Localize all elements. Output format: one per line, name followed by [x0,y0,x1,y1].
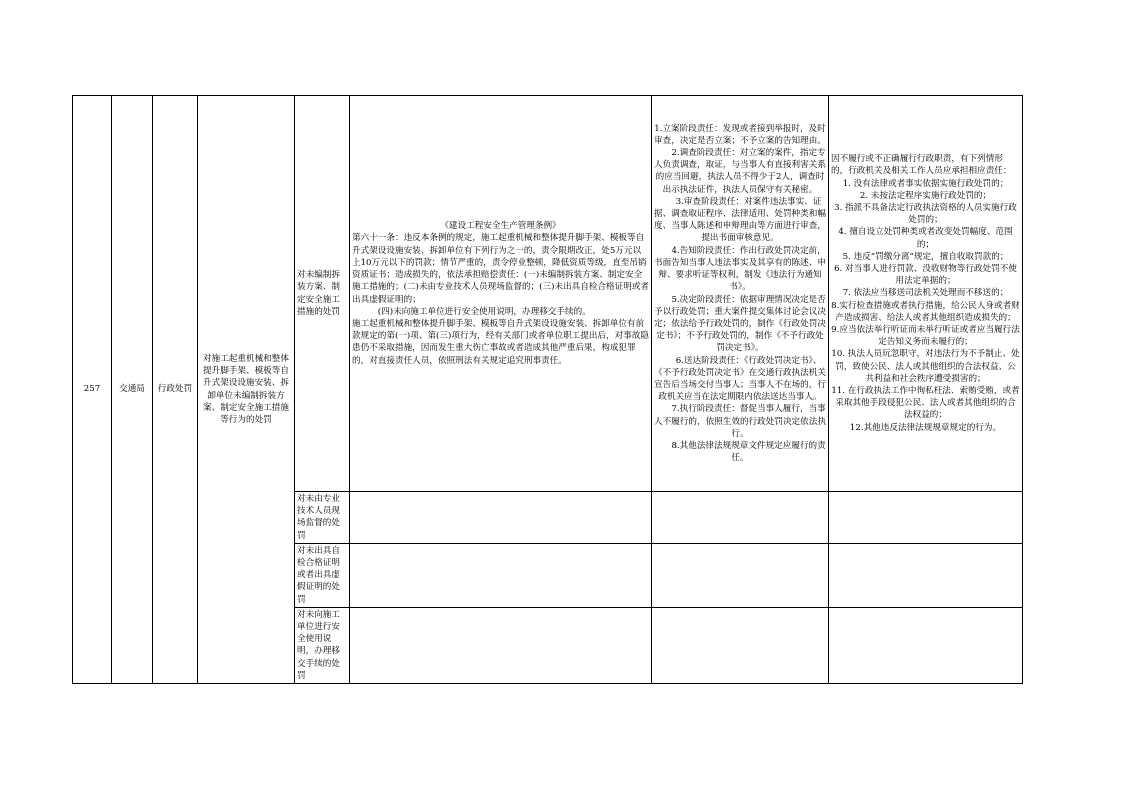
accountability-item: 7. 依法应当移送司法机关处理而不移送的； [842,288,1009,299]
basis-paragraph: (四)未向施工单位进行安全使用说明，办理移交手续的。 [377,306,591,317]
accountability-item: 3. 指派不具备法定行政执法资格的人员实施行政处罚的； [834,202,1017,226]
empty-cell [350,543,652,607]
empty-cell [829,607,1023,683]
accountability-list [829,96,1023,492]
empty-cell [350,607,652,683]
sub-item: 对未由专业技术人员现场监督的处罚 [295,492,350,544]
accountability-item: 1. 没有法律或者事实依据实施行政处罚的； [842,178,1009,189]
responsibility-step: 1.立案阶段责任：发现或者接到举报时，及时审查，决定是否立案；不予立案的告知理由。 [654,123,826,146]
responsibility-step: 8.其他法律法规规章文件规定应履行的责任。 [671,440,826,464]
sub-item: 对未向施工单位进行安全使用说明，办理移交手续的处罚 [295,607,350,683]
sub-item: 对未编制拆装方案、制定安全施工措施的处罚 [295,96,350,492]
accountability-item: 因不履行或不正确履行行政职责，有下列情形的，行政机关及相关工作人员应承担相应责任： [831,154,1012,177]
accountability-item: 11. 在行政执法工作中徇私枉法、索贿受贿，或者采取其他手段侵犯公民、法人或者其他组织的合法权益的； [831,386,1020,421]
item-name: 对施工起重机械和整体提升脚手架、模板等自升式架设设施安装、拆卸单位未编制拆装方案、制定安全施工措施等行为的处罚 [198,96,295,684]
legal-basis [350,96,652,492]
accountability-item: 10. 执法人员玩忽职守，对违法行为不予制止、处罚，致使公民、法人或其他组织的合法权益、公共利益和社会秩序遭受损害的； [831,349,1020,384]
basis-paragraph: 施工起重机械和整体提升脚手架、模板等自升式架设设施安装、拆卸单位有前款规定的第(一)项、第(三)项行为，经有关部门或者单位职工提出后，对事故隐患仍不采取措施，因而发生重大伤亡事故或者造成其他严重后果，构成犯罪的，对直接责任人员，依照刑法有关规定追究刑事责任。 [352,318,650,366]
power-type: 行政处罚 [153,96,198,684]
responsibility-step: 2.调查阶段责任：对立案的案件，指定专人负责调查，取证，与当事人有直接利害关系的应当回避，执法人员不得少于2人，调查时出示执法证件，执法人员保守有关秘密。 [654,148,826,195]
accountability-item: 6. 对当事人进行罚款、没收财物等行政处罚不使用法定单据的； [834,263,1017,287]
accountability-item: 8.实行检查措施或者执行措施，给公民人身或者财产造成损害、给法人或者其他组织造成损失的； [831,300,1020,323]
basis-title: 《建设工程安全生产管理条例》 [440,221,561,232]
empty-cell [829,492,1023,544]
row-number: 257 [73,96,112,684]
empty-cell [829,543,1023,607]
responsibility-step: 5.决定阶段责任：依据审理情况决定是否予以行政处罚；重大案件提交集体讨论会议决定；依法给予行政处罚的，制作《行政处罚决定书》；不予行政处罚的，制作《不予行政处罚决定书》。 [654,294,826,354]
accountability-item: 5. 违反“罚缴分离”规定，擅自收取罚款的； [842,251,1009,262]
accountability-item: 9.应当依法举行听证而未举行听证或者应当履行法定告知义务而未履行的； [831,325,1020,348]
accountability-item: 2. 未按法定程序实施行政处罚的； [859,190,992,201]
empty-cell [652,607,829,683]
accountability-item: 4. 擅自设立处罚种类或者改变处罚幅度、范围的； [838,227,1013,250]
empty-cell [652,543,829,607]
responsibility-step: 4.告知阶段责任：作出行政处罚决定前，书面告知当事人违法事实及其享有的陈述、申辩、要求听证等权利，制发《违法行为通知书》。 [654,245,826,293]
accountability-item: 12.其他违反法律法规规章规定的行为。 [849,422,1002,433]
basis-paragraph: 第六十一条：违反本条例的规定，施工起重机械和整体提升脚手架、模板等自升式架设设施安装、拆卸单位有下列行为之一的，责令限期改正，处5万元以上10万元以下的罚款；情节严重的，责令停业整顿，降低资质等级，直至吊销资质证书；造成损失的，依法承担赔偿责任：(一)未编制拆装方案、制定安全施工措施的；(二)未由专业技术人员现场监督的；(三)未出具自检合格证明或者出具虚假证明的； [352,233,650,305]
responsibility-steps [652,96,829,492]
empty-cell [350,492,652,544]
responsibility-step: 7.执行阶段责任：督促当事人履行，当事人不履行的，依照生效的行政处罚决定依法执行。 [654,404,826,439]
department: 交通局 [112,96,153,684]
power-list-table [72,95,1023,684]
empty-cell [652,492,829,544]
responsibility-step: 3.审查阶段责任：对案件违法事实、证据、调查取证程序、法律适用、处罚种类和幅度、当事人陈述和申辩理由等方面进行审查，提出书面审核意见。 [654,196,826,244]
responsibility-step: 6.送达阶段责任：《行政处罚决定书》、《不予行政处罚决定书》在交通行政执法机关宣告后当场交付当事人；当事人不在场的，行政机关应当在法定期限内依法送达当事人。 [654,355,826,403]
sub-item: 对未出具自检合格证明或者出具虚假证明的处罚 [295,543,350,607]
